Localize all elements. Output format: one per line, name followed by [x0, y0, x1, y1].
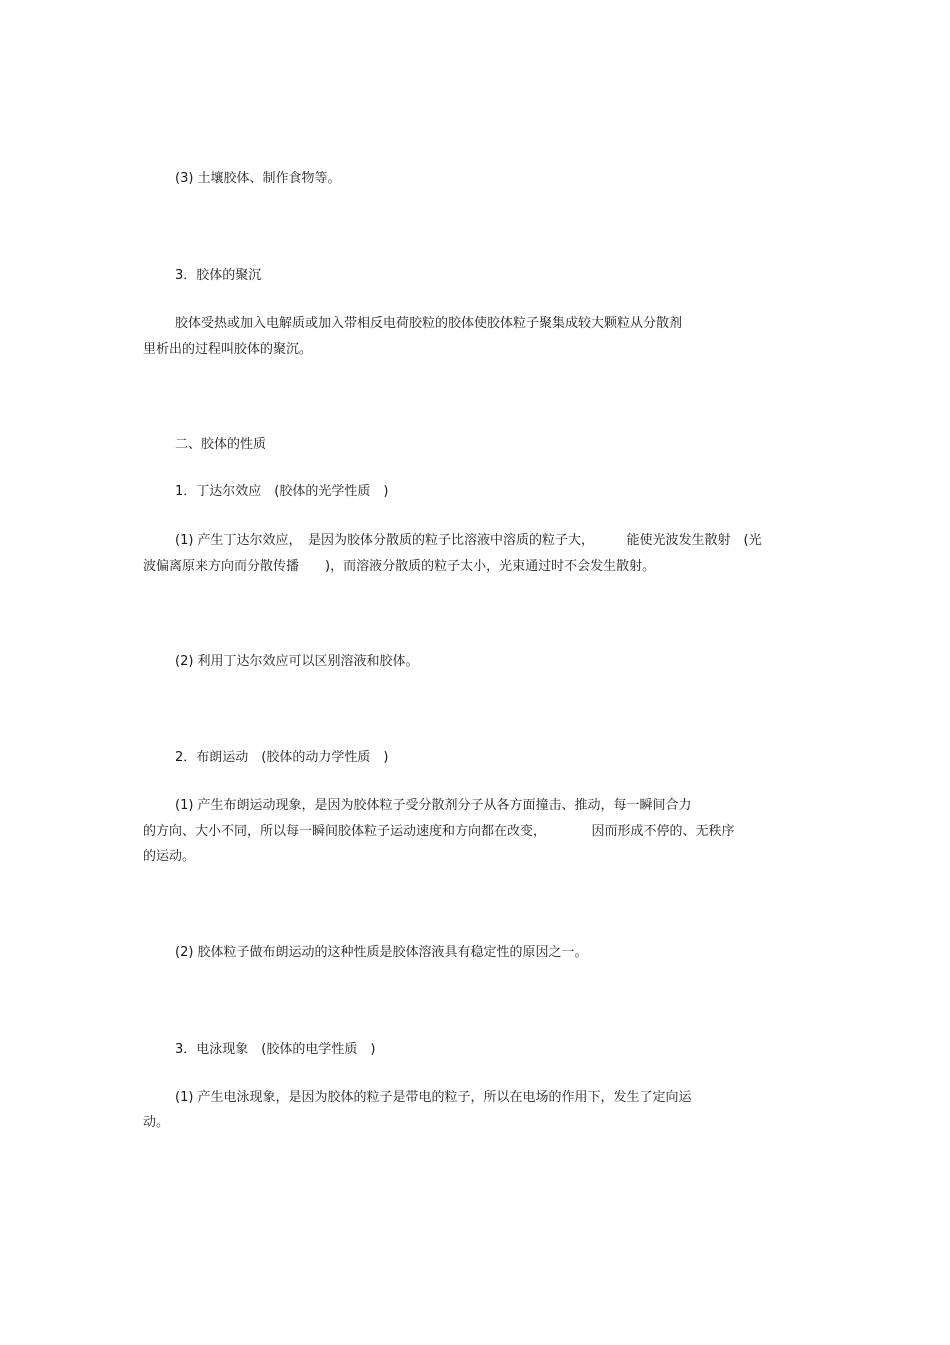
paragraph-tyndall-line-2: 波偏离原来方向而分散传播 )，而溶液分散质的粒子太小，光束通过时不会发生散射。 — [143, 559, 656, 574]
section-heading-colloid-properties: 二、胶体的性质 — [175, 437, 267, 452]
paragraph-electrophoresis-line-1: (1) 产生电泳现象，是因为胶体的粒子是带电的粒子，所以在电场的作用下，发生了定向运 — [175, 1090, 692, 1105]
section-heading-coagulation: 3．胶体的聚沉 — [175, 268, 262, 283]
paragraph-brownian-line-3: 的运动。 — [143, 849, 196, 864]
paragraph-electrophoresis-line-2: 动。 — [143, 1115, 170, 1130]
subheading-tyndall-effect: 1．丁达尔效应 (胶体的光学性质 ) — [175, 484, 389, 499]
list-item-3-soil-colloid: (3) 土壤胶体、制作食物等。 — [175, 171, 341, 186]
paragraph-tyndall-line-1: (1) 产生丁达尔效应， 是因为胶体分散质的粒子比溶液中溶质的粒子大， 能使光波发生散射 (光 — [175, 533, 762, 548]
paragraph-brownian-line-1: (1) 产生布朗运动现象，是因为胶体粒子受分散剂分子从各方面撞击、推动，每一瞬间合力 — [175, 798, 692, 813]
subheading-electrophoresis: 3．电泳现象 (胶体的电学性质 ) — [175, 1042, 376, 1057]
paragraph-coagulation-line-1: 胶体受热或加入电解质或加入带相反电荷胶粒的胶体使胶体粒子聚集成较大颗粒从分散剂 — [175, 316, 683, 331]
paragraph-brownian-stability: (2) 胶体粒子做布朗运动的这种性质是胶体溶液具有稳定性的原因之一。 — [175, 945, 588, 960]
paragraph-tyndall-usage: (2) 利用丁达尔效应可以区别溶液和胶体。 — [175, 654, 419, 669]
subheading-brownian-motion: 2．布朗运动 (胶体的动力学性质 ) — [175, 750, 389, 765]
paragraph-brownian-line-2: 的方向、大小不同，所以每一瞬间胶体粒子运动速度和方向都在改变， 因而形成不停的、无秩序 — [143, 824, 735, 839]
paragraph-coagulation-line-2: 里析出的过程叫胶体的聚沉。 — [143, 342, 313, 357]
